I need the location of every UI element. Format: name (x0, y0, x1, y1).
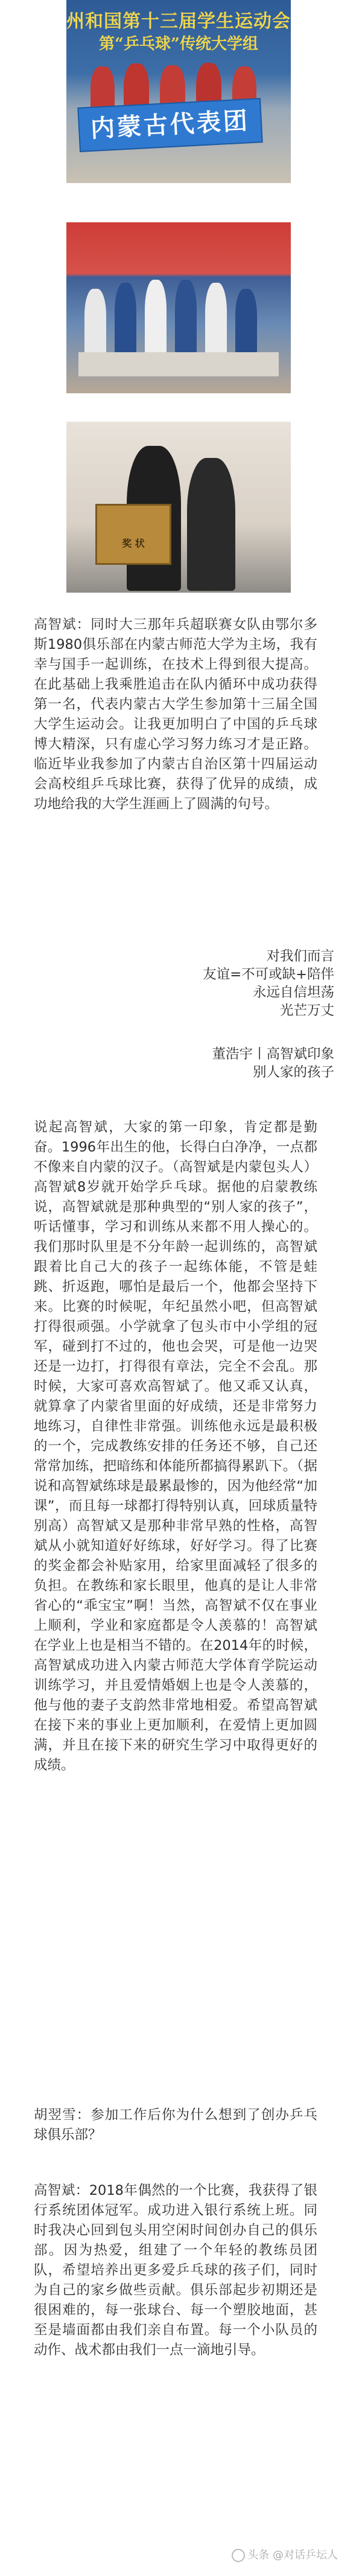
poem-line: 光芒万丈 (279, 1003, 334, 1019)
interview-paragraph-1: 高智斌：同时大三那年兵超联赛女队由鄂尔多斯1980俱乐部在内蒙古师范大学为主场，我有幸与国手一起训练，在技术上得到很大提高。在此基础上我乘胜追击在队内循环中成功获得第一名，代表内蒙古大学生参加第十三届全国大学生运动会。让我更加明白了中国的乒乓球博大精深，只有虚心学习努力练习才是正路。临近毕业我参加了内蒙古自治区第十四届运动会高校组乒乓球比赛，获得了优异的成绩，成功地给我的大学生涯画上了圆满的句号。 (34, 617, 317, 812)
team-flag: 内蒙古代表团 (77, 98, 262, 152)
award-plaque (95, 504, 171, 565)
credit-block (93, 1045, 334, 1081)
plaque-award: 奖 状 (122, 538, 145, 549)
player-figure (235, 289, 257, 355)
player-figure (84, 289, 106, 355)
credit-line: 董浩宇丨高智斌印象 (212, 1046, 334, 1062)
podium-photo (66, 222, 291, 393)
profile-paragraph: 说起高智斌，大家的第一印象，肯定都是勤奋。1996年出生的他，长得白白净净，一点都不像来自内蒙的汉子。（高智斌是内蒙包头人）高智斌8岁就开始学乒乓球。据他的启蒙教练说，高智斌就是那种典型的“别人家的孩子”，听话懂事，学习和训练从来都不用人操心的。我们那时队里是不分年龄一起训练的，高智斌跟着比自己大的孩子一起练体能，不管是蛙跳、折返跑，哪怕是最后一个，他都会坚持下来。比赛的时候呢，年纪虽然小吧，但高智斌打得很顽强。小学就拿了包头市中小学组的冠军，碰到打不过的，他也会哭，可是他一边哭还是一边打，打得很有章法，完全不会乱。那时候，大家可喜欢高智斌了。他又乖又认真，就算拿了内蒙省里面的好成绩，还是非常努力地练习，自律性非常强。训练他永远是最积极的一个，完成教练安排的任务还不够，自己还常常加练，把暗练和体能所都搞得累趴下。（据说和高智斌练球是最累最惨的，因为他经常“加课”，而且每一球都打得特别认真，回球质量特别高）高智斌又是那种非常早熟的性格，高智斌从小就知道好好练球，好好学习。得了比赛的奖金都会补贴家用，给家里面减轻了很多的负担。在教练和家长眼里，他真的是让人非常省心的“乖宝宝”啊！当然，高智斌不仅在事业上顺利，学业和家庭都是令人羡慕的！高智斌在学业上也是相当不错的。在2014年的时候，高智斌成功进入内蒙古师范大学体育学院运动训练学习，并且爱情婚姻上也是令人羡慕的，他与他的妻子支韵然非常地相爱。希望高智斌在接下来的事业上更加顺利，在爱情上更加圆满，并且在接下来的研究生学习中取得更好的成绩。 (34, 1119, 317, 1773)
watermark (232, 2546, 338, 2562)
credit-line: 别人家的孩子 (252, 1064, 334, 1080)
player-figure (175, 280, 197, 355)
toutiao-icon (232, 2549, 245, 2562)
poem-line: 永远自信坦荡 (252, 985, 334, 1000)
player-figure (115, 283, 136, 355)
banner-subtitle: 第“乒乓球”传统大学组 (99, 35, 258, 53)
player-figure (145, 280, 167, 355)
interview-question: 胡翌雪：参加工作后你为什么想到了创办乒乓球俱乐部？ (34, 2107, 317, 2143)
poem-line: 友谊=不可或缺+陪伴 (203, 967, 334, 982)
watermark-text: 头条 @对话乒坛人 (247, 2549, 338, 2562)
player-figure (205, 283, 227, 355)
poem-block (93, 947, 334, 1020)
team-photo-banner (66, 0, 291, 183)
award-photo (66, 422, 291, 593)
poem-line: 对我们而言 (266, 948, 334, 964)
interview-answer: 高智斌：2018年偶然的一个比赛，我获得了银行系统团体冠军。成功进入银行系统上班。同时我决心回到包头用空闲时间创办自己的俱乐部。因为热爱，组建了一个年轻的教练员团队，希望培养出更多爱乒乓球的孩子们，同时为自己的家乡做些贡献。俱乐部起步初期还是很困难的，每一张球台、每一个塑胶地面，甚至是墙面都由我们亲自布置。每一个小队员的动作、战术都由我们一点一滴地引导。 (34, 2183, 317, 2358)
podium (78, 352, 279, 376)
coach-figure (187, 458, 235, 591)
banner-title: 州和国第十三届学生运动会 (66, 11, 291, 32)
